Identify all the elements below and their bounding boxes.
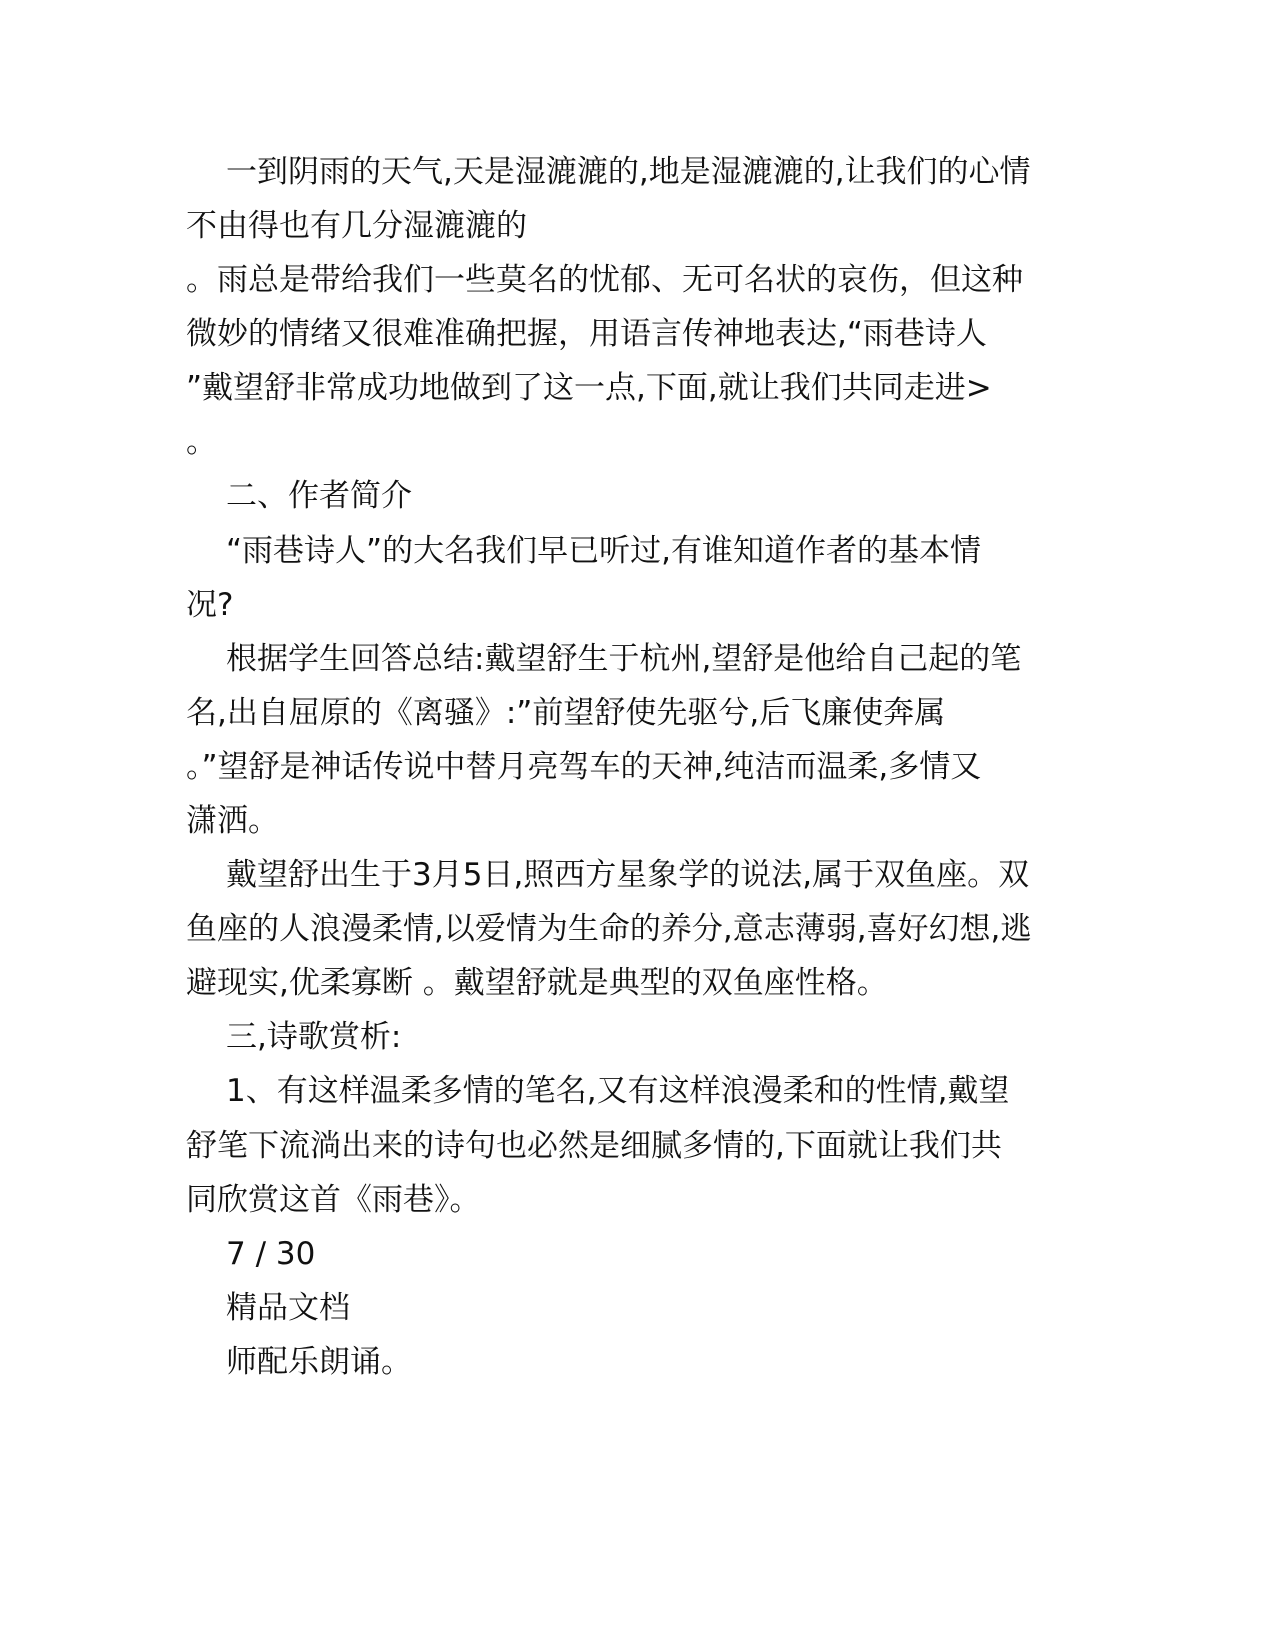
paragraph-line: “雨巷诗人”的大名我们早已听过,有谁知道作者的基本情 xyxy=(226,533,981,569)
section-heading: 二、作者简介 xyxy=(226,478,412,514)
paragraph-line: 。”望舒是神话传说中替月亮驾车的天神,纯洁而温柔,多情又 xyxy=(186,749,982,785)
paragraph-line: 师配乐朗诵。 xyxy=(226,1344,412,1380)
paragraph-line: 根据学生回答总结:戴望舒生于杭州,望舒是他给自己起的笔 xyxy=(226,641,1022,677)
paragraph-line: 况? xyxy=(186,587,234,623)
paragraph-line: 鱼座的人浪漫柔情,以爱情为生命的养分,意志薄弱,喜好幻想,逃 xyxy=(186,911,1032,947)
paragraph-line: 。雨总是带给我们一些莫名的忧郁、无可名状的哀伤，但这种 xyxy=(186,262,1023,298)
section-heading: 三,诗歌赏析: xyxy=(226,1019,402,1055)
paragraph-line: 不由得也有几分湿漉漉的 xyxy=(186,208,527,244)
paragraph-line: 1、有这样温柔多情的笔名,又有这样浪漫柔和的性情,戴望 xyxy=(226,1073,1010,1109)
paragraph-line: 同欣赏这首《雨巷》。 xyxy=(186,1182,481,1218)
paragraph-line: 潇洒。 xyxy=(186,803,279,839)
paragraph-line: 避现实,优柔寡断 。戴望舒就是典型的双鱼座性格。 xyxy=(186,965,888,1001)
document-footer-label: 精品文档 xyxy=(226,1290,350,1326)
paragraph-line: 舒笔下流淌出来的诗句也必然是细腻多情的,下面就让我们共 xyxy=(186,1128,1002,1164)
page-number: 7 / 30 xyxy=(226,1236,316,1272)
paragraph-line: 微妙的情绪又很难准确把握，用语言传神地表达,“雨巷诗人 xyxy=(186,316,987,352)
paragraph-line: ”戴望舒非常成功地做到了这一点,下面,就让我们共同走进> xyxy=(186,370,992,406)
paragraph-line: 名,出自屈原的《离骚》:”前望舒使先驱兮,后飞廉使奔属 xyxy=(186,695,946,731)
paragraph-line: 戴望舒出生于3月5日,照西方星象学的说法,属于双鱼座。双 xyxy=(226,857,1030,893)
paragraph-line: 。 xyxy=(186,424,217,460)
paragraph-line: 一到阴雨的天气,天是湿漉漉的,地是湿漉漉的,让我们的心情 xyxy=(226,154,1031,190)
